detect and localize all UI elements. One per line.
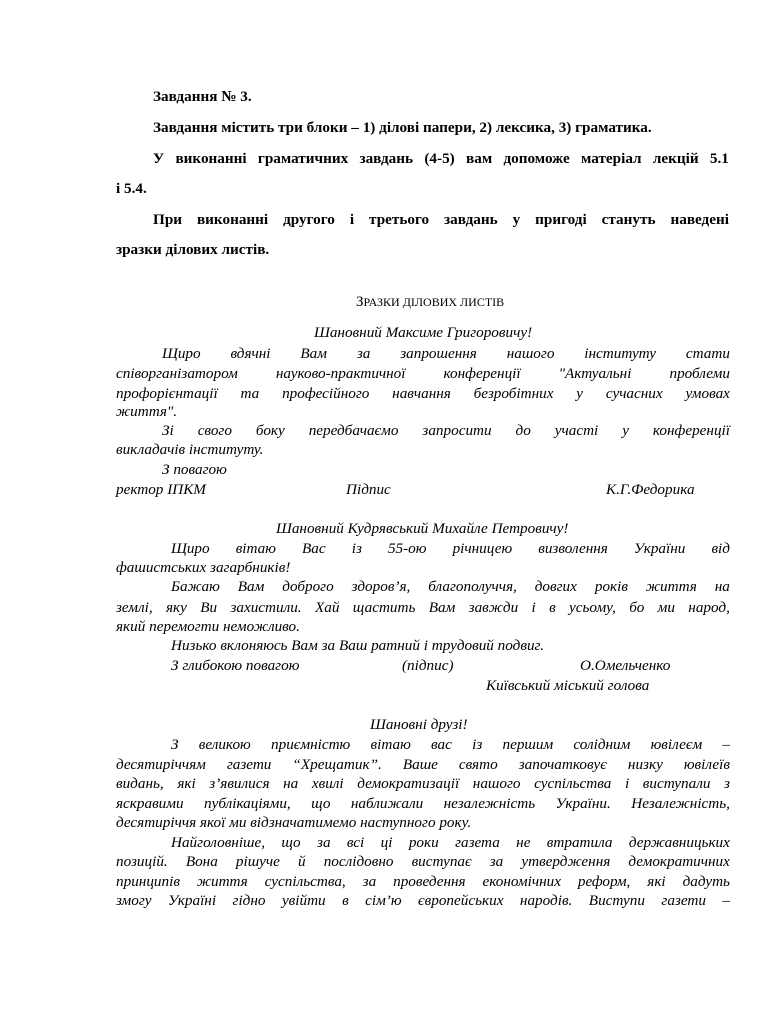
word: захистили. <box>230 599 302 616</box>
word: “Хрещатик”. <box>292 756 382 773</box>
word: інституту <box>584 345 657 362</box>
word: профорієнтації <box>116 385 218 402</box>
letter2-p1-line1 <box>171 540 730 558</box>
word: яскравими <box>116 795 184 812</box>
word: державницьких <box>628 834 730 851</box>
word: стати <box>685 345 730 362</box>
word: вітаю <box>370 736 411 753</box>
word: за <box>317 834 331 851</box>
word: рішуче <box>235 853 280 870</box>
word: сучасних <box>605 385 663 402</box>
word: Вам <box>300 345 327 362</box>
word: за <box>356 345 371 362</box>
letter1-p1-line2 <box>116 365 730 383</box>
word: хвилі <box>311 775 344 792</box>
word: за <box>489 853 504 870</box>
word: усьому, <box>569 599 616 616</box>
letter3-p2-line3 <box>116 873 730 891</box>
word: Щиро <box>162 345 201 362</box>
word: на <box>283 775 299 792</box>
word: яку <box>165 599 187 616</box>
word: завжди <box>468 599 519 616</box>
letter3-p2-line1 <box>171 834 730 852</box>
word: "Актуальні <box>558 365 632 382</box>
letter3-p1-line1 <box>171 736 730 754</box>
word: 5.1 <box>709 150 729 167</box>
word: десятиріччям <box>116 756 206 773</box>
word: публікаціями, <box>204 795 291 812</box>
letter2-p3: Низько вклоняюсь Вам за Ваш ратний і трудовий подвиг. <box>171 637 545 654</box>
word: на <box>714 578 730 595</box>
word: Вам <box>428 599 456 616</box>
letter1-salutation: Шановний Максиме Григоровичу! <box>314 324 533 341</box>
word: 55-ою <box>387 540 427 557</box>
letter1-signature-name: К.Г.Федорика <box>606 481 695 498</box>
word: свято <box>458 756 498 773</box>
word: Виступи <box>588 892 645 909</box>
word: які <box>647 873 666 890</box>
word: граматичних <box>257 150 349 167</box>
word: України. <box>555 795 611 812</box>
word: України <box>633 540 686 557</box>
word: у <box>512 211 521 228</box>
word: газета <box>455 834 500 851</box>
letter2-signature-label: (підпис) <box>402 657 454 674</box>
intro-line-2 <box>153 150 729 168</box>
intro-line-1: Завдання містить три блоки – 1) ділові папери, 2) лексика, 3) граматика. <box>153 119 652 136</box>
word: Вас <box>302 540 326 557</box>
word: землі, <box>116 599 153 616</box>
word: суспільства <box>534 775 612 792</box>
word: наведені <box>670 211 729 228</box>
word: виконанні <box>175 150 247 167</box>
word: всі <box>346 834 365 851</box>
letter2-p1-line2: фашистських загарбників! <box>116 559 291 576</box>
word: другого <box>283 211 335 228</box>
letter1-closing: З повагою <box>162 461 227 478</box>
word: виступає <box>411 853 472 870</box>
word: виконанні <box>196 211 269 228</box>
word: – <box>722 736 730 753</box>
word: ми <box>657 599 675 616</box>
word: в <box>549 599 556 616</box>
word: життя <box>196 873 248 890</box>
word: і <box>349 211 355 228</box>
word: запросити <box>422 422 492 439</box>
word: народ, <box>688 599 730 616</box>
word: народів. <box>519 892 573 909</box>
word: започатковує <box>518 756 607 773</box>
word: із <box>351 540 362 557</box>
word: участі <box>554 422 599 439</box>
word: газети <box>226 756 272 773</box>
word: змогу <box>116 892 152 909</box>
word: у <box>576 385 584 402</box>
letter1-p2-line1 <box>162 422 730 440</box>
intro-line-3: і 5.4. <box>116 180 147 197</box>
word: що <box>311 795 331 812</box>
word: щастить <box>352 599 416 616</box>
word: проведення <box>393 873 466 890</box>
letter2-closing: З глибокою повагою <box>171 657 300 674</box>
word: Ви <box>200 599 218 616</box>
letter3-p2-line4 <box>116 892 730 910</box>
word: сім’ю <box>365 892 402 909</box>
word: не <box>516 834 531 851</box>
word: які <box>177 775 196 792</box>
word: матеріал <box>581 150 642 167</box>
word: вам <box>466 150 493 167</box>
word: Зі <box>162 422 174 439</box>
word: і <box>624 775 630 792</box>
word: дадуть <box>682 873 730 890</box>
word: навчання <box>392 385 451 402</box>
word: в <box>342 892 349 909</box>
word: й <box>298 853 306 870</box>
word: довгих <box>534 578 577 595</box>
letter2-p2-line1 <box>171 578 730 596</box>
letter3-p1-line5: десятиріччя якої ми відзначатимемо наступного року. <box>116 814 472 831</box>
word: ювілеїв <box>683 756 730 773</box>
word: завдань <box>444 211 498 228</box>
letter1-p2-line2: викладачів інституту. <box>116 441 264 458</box>
word: суспільства, <box>264 873 346 890</box>
word: вдячні <box>230 345 271 362</box>
word: солідним <box>573 736 631 753</box>
word: бо <box>629 599 645 616</box>
word: свого <box>197 422 232 439</box>
word: проблеми <box>669 365 730 382</box>
word: і <box>531 599 536 616</box>
letter1-signature-position: ректор ІПКМ <box>116 481 206 498</box>
word: лекцій <box>652 150 699 167</box>
letter3-p2-line2 <box>116 853 730 871</box>
word: Найголовніше, <box>171 834 266 851</box>
letter1-p1-line4: життя". <box>116 403 178 420</box>
letter2-signature-title: Київський міський голова <box>486 677 650 694</box>
word: приємністю <box>271 736 351 753</box>
letter2-salutation: Шановний Кудрявський Михайле Петровичу! <box>276 520 569 537</box>
word: великою <box>198 736 251 753</box>
word: Бажаю <box>171 578 220 595</box>
word: З <box>171 736 179 753</box>
word: з <box>724 775 730 792</box>
word: Незалежність, <box>631 795 730 812</box>
letter1-signature-label: Підпис <box>346 481 391 498</box>
word: послідовно <box>323 853 394 870</box>
word: що <box>281 834 301 851</box>
word: ювілеєм <box>650 736 703 753</box>
word: увійти <box>281 892 326 909</box>
letter3-p1-line3 <box>116 775 730 793</box>
intro-line-4 <box>153 211 729 229</box>
word: у <box>622 422 629 439</box>
section-heading-initial: З <box>356 294 364 310</box>
word: ці <box>380 834 393 851</box>
word: Щиро <box>171 540 210 557</box>
word: від <box>711 540 730 557</box>
word: Україні <box>167 892 217 909</box>
word: європейських <box>418 892 504 909</box>
word: пригоді <box>535 211 587 228</box>
word: реформ, <box>577 873 631 890</box>
word: принципів <box>116 873 180 890</box>
section-heading <box>356 293 504 311</box>
word: третього <box>369 211 430 228</box>
word: (4-5) <box>424 150 455 167</box>
word: співорганізатором <box>116 365 238 382</box>
word: умовах <box>685 385 730 402</box>
word: нашого <box>472 775 521 792</box>
word: стануть <box>601 211 656 228</box>
word: безробітних <box>473 385 554 402</box>
letter1-p1-line3 <box>116 385 730 403</box>
task-title: Завдання № 3. <box>153 88 252 105</box>
word: завдань <box>359 150 414 167</box>
word: демократизації <box>357 775 460 792</box>
word: утвердження <box>521 853 611 870</box>
section-heading-rest: РАЗКИ ДІЛОВИХ ЛИСТІВ <box>363 295 505 309</box>
letter2-signature-name: О.Омельченко <box>580 657 671 674</box>
word: гідно <box>232 892 266 909</box>
word: та <box>240 385 260 402</box>
word: професійного <box>282 385 370 402</box>
word: Вона <box>185 853 218 870</box>
word: передбачаємо <box>308 422 399 439</box>
word: нашого <box>506 345 555 362</box>
word: з’явилися <box>209 775 270 792</box>
letter2-p2-line2 <box>116 599 730 617</box>
word: наближали <box>350 795 424 812</box>
word: Хай <box>314 599 340 616</box>
word: При <box>153 211 183 228</box>
word: із <box>472 736 483 753</box>
word: здоров’я, <box>351 578 411 595</box>
word: років <box>594 578 628 595</box>
word: річницею <box>452 540 513 557</box>
word: незалежність <box>443 795 536 812</box>
word: запрошення <box>400 345 477 362</box>
word: благополуччя, <box>428 578 517 595</box>
word: видань, <box>116 775 164 792</box>
word: роки <box>408 834 439 851</box>
letter3-salutation: Шановні друзі! <box>370 716 468 733</box>
word: конференції <box>652 422 730 439</box>
word: втратила <box>546 834 613 851</box>
word: до <box>515 422 531 439</box>
word: визволення <box>538 540 608 557</box>
word: демократичних <box>628 853 730 870</box>
word: життя <box>645 578 697 595</box>
word: за <box>362 873 377 890</box>
intro-line-5: зразки ділових листів. <box>116 241 270 258</box>
letter1-p1-line1 <box>162 345 730 363</box>
word: – <box>722 892 730 909</box>
word: газети <box>661 892 706 909</box>
letter3-p1-line4 <box>116 795 730 813</box>
word: боку <box>255 422 285 439</box>
word: конференції <box>443 365 521 382</box>
word: У <box>153 150 165 167</box>
word: Ваше <box>402 756 438 773</box>
word: першим <box>502 736 554 753</box>
word: вітаю <box>235 540 276 557</box>
word: науково-практичної <box>275 365 406 382</box>
word: Вам <box>237 578 265 595</box>
word: низку <box>627 756 663 773</box>
word: позицій. <box>116 853 168 870</box>
letter2-p2-line3: який перемогти неможливо. <box>116 618 300 635</box>
letter3-p1-line2 <box>116 756 730 774</box>
word: доброго <box>282 578 334 595</box>
word: виступали <box>642 775 711 792</box>
word: економічних <box>482 873 561 890</box>
word: вас <box>431 736 452 753</box>
word: допоможе <box>503 150 570 167</box>
